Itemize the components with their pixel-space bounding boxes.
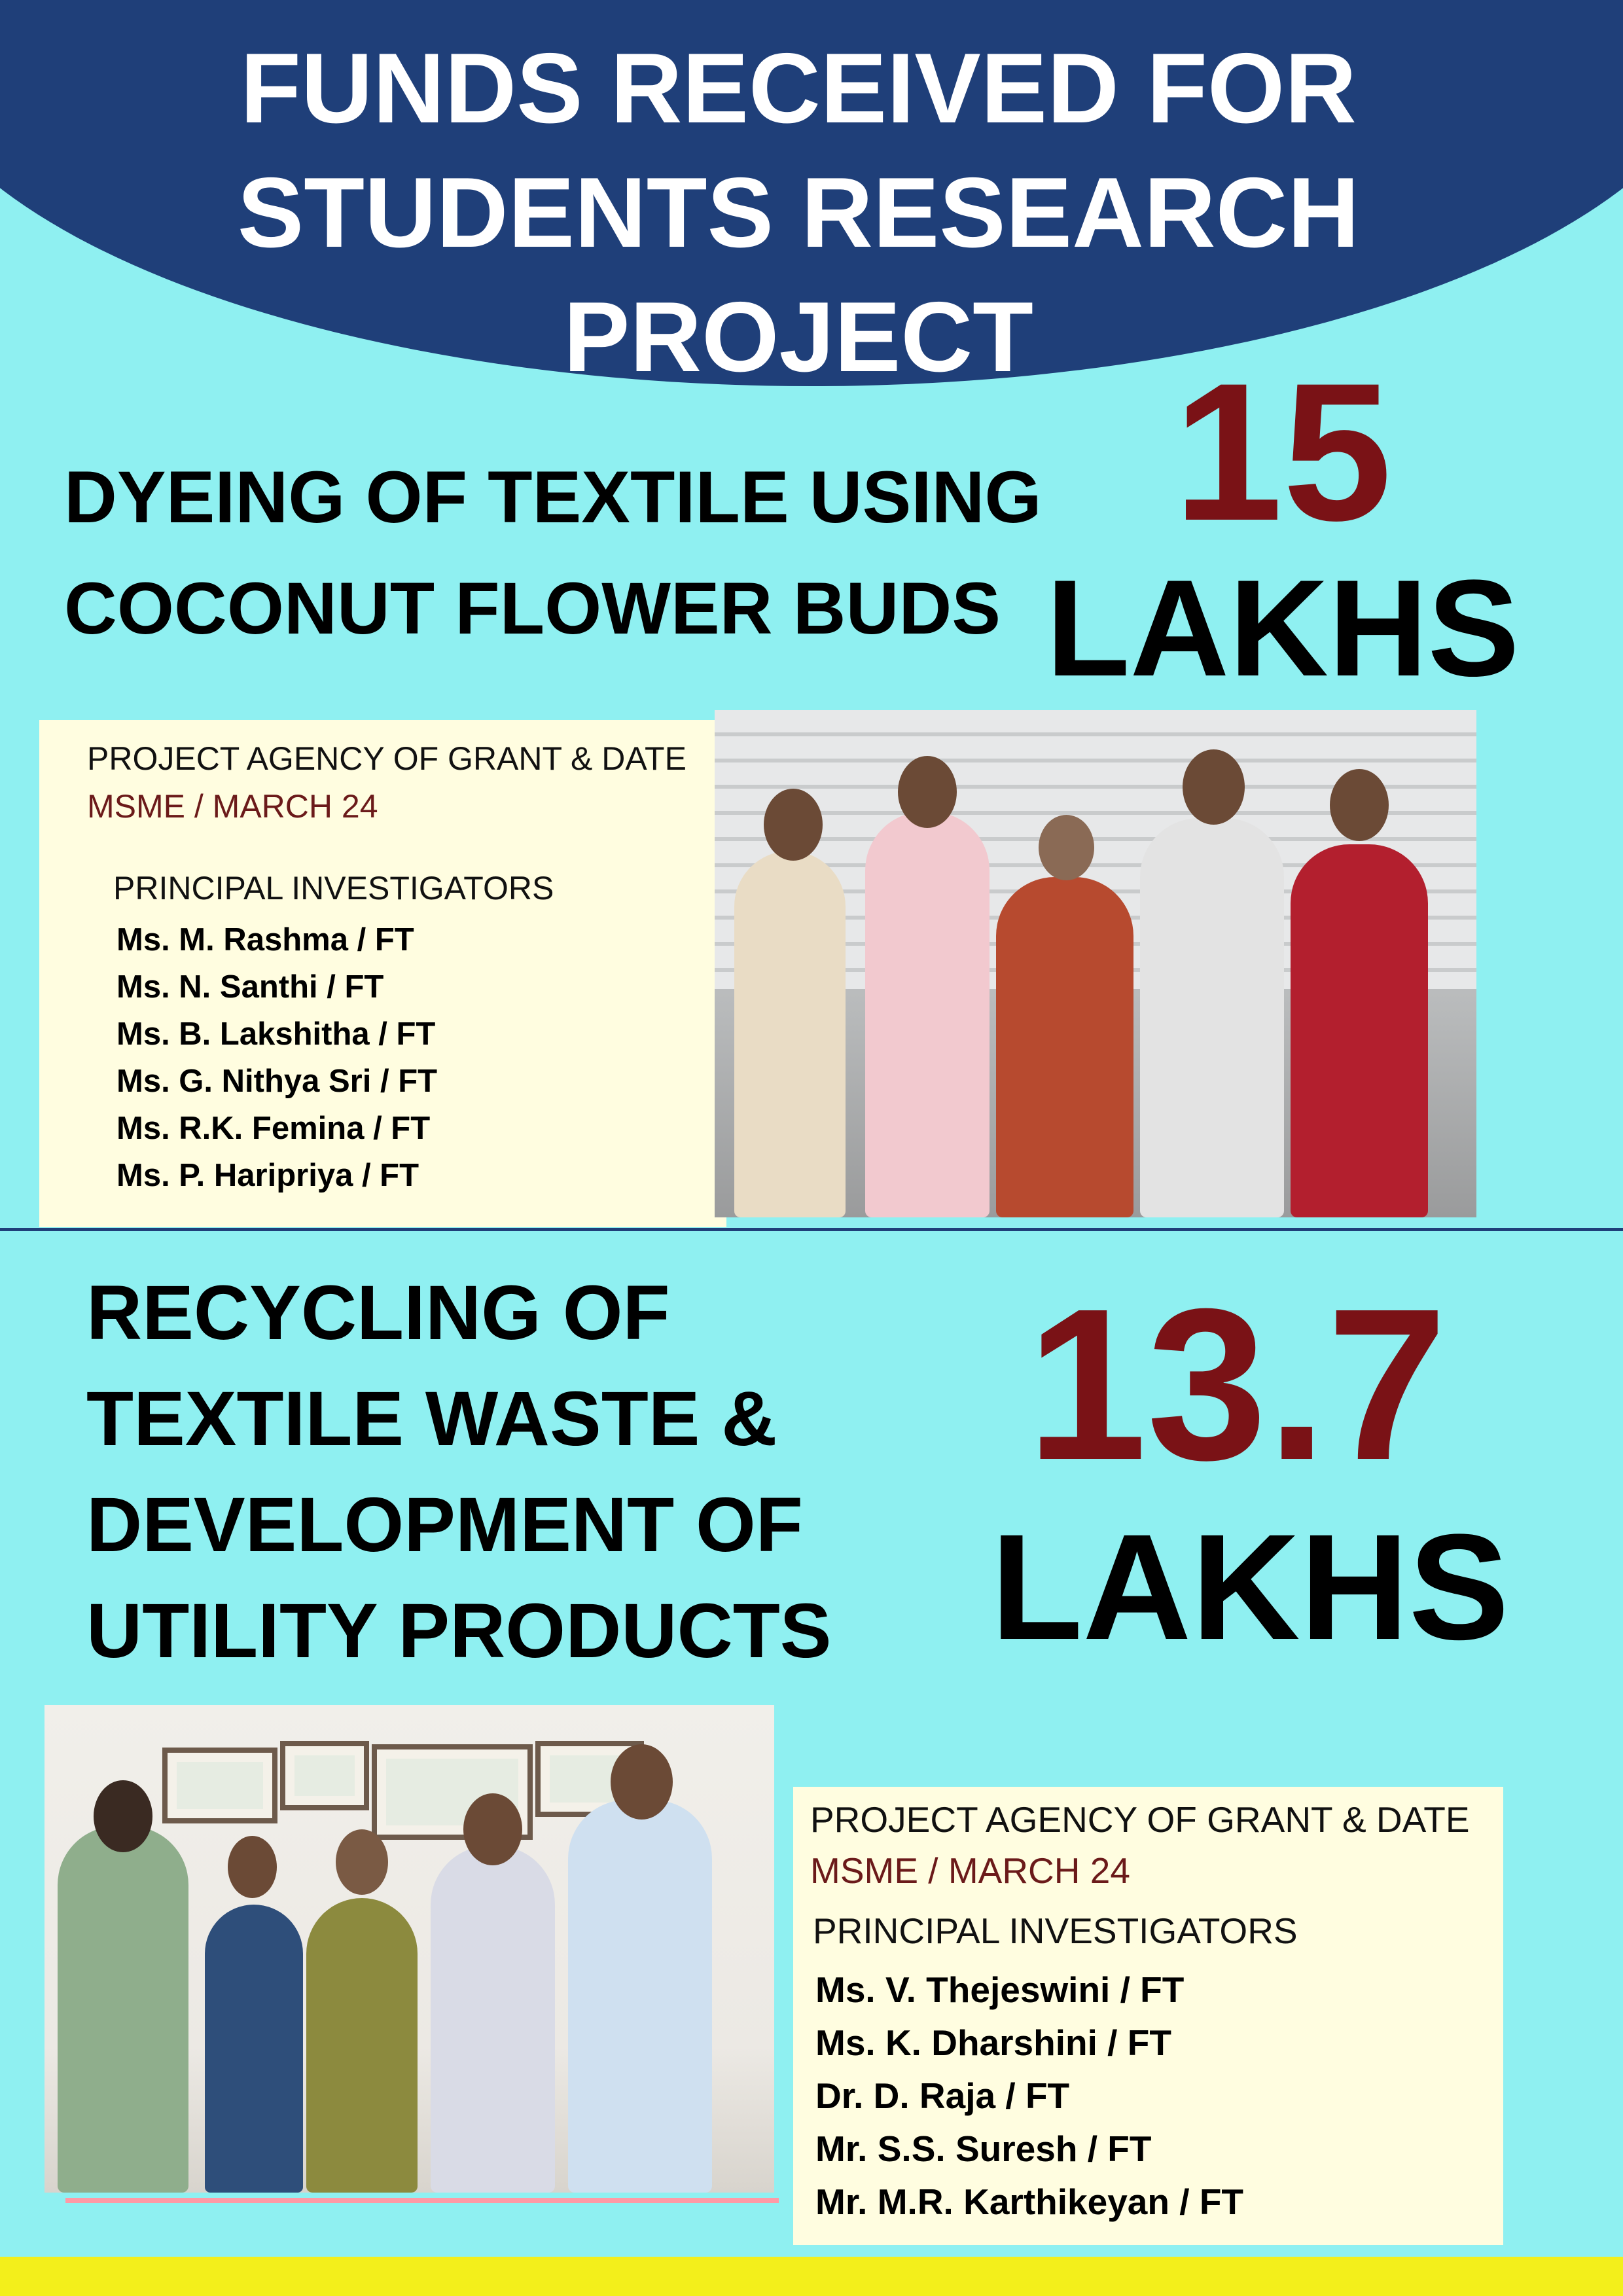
photo-person [58,1826,188,2193]
photo-person-head [898,756,957,828]
photo-person [865,812,990,1217]
project-2-investigator-list [815,1964,1243,2229]
photo-person-head [764,789,823,861]
project-2-team-photo [45,1705,774,2193]
photo-person-head [611,1744,673,1820]
investigator-item: Ms. M. Rashma / FT [116,922,414,958]
project-1-pi-heading: PRINCIPAL INVESTIGATORS [113,870,554,906]
photo-person-head [1039,815,1094,880]
investigator-item: Ms. K. Dharshini / FT [815,2022,1171,2063]
project-2-title-line-4: UTILITY PRODUCTS [86,1588,832,1674]
project-1-agency-heading: PROJECT AGENCY OF GRANT & DATE [87,740,687,777]
page-title-line-3: PROJECT [563,281,1033,393]
photo-shadow [65,2198,779,2203]
photo-person [205,1905,303,2193]
project-1-title-line-2: COCONUT FLOWER BUDS [64,567,1001,649]
project-2-title [86,1260,832,1684]
project-2-agency-heading: PROJECT AGENCY OF GRANT & DATE [810,1799,1470,1840]
investigator-item: Ms. V. Thejeswini / FT [815,1969,1185,2010]
investigator-item: Ms. G. Nithya Sri / FT [116,1064,438,1099]
photo-person-head [336,1829,388,1895]
bottom-bar [0,2257,1623,2296]
photo-person-head [1330,769,1389,841]
project-2-title-line-1: RECYCLING OF [86,1270,670,1356]
section-divider [0,1228,1623,1231]
project-2-info-box [793,1787,1503,2245]
investigator-item: Mr. M.R. Karthikeyan / FT [815,2181,1244,2222]
project-2-amount-unit: LAKHS [990,1503,1510,1671]
project-2-title-line-2: TEXTILE WASTE & [86,1376,777,1462]
project-1-title-line-1: DYEING OF TEXTILE USING [64,456,1042,538]
project-1-investigator-list [116,916,437,1199]
investigator-item: Ms. R.K. Femina / FT [116,1111,431,1146]
investigator-item: Ms. B. Lakshitha / FT [116,1016,436,1052]
photo-person-head [228,1836,277,1898]
investigator-item: Ms. P. Haripriya / FT [116,1158,419,1193]
photo-person-head [463,1793,522,1865]
investigator-item: Dr. D. Raja / FT [815,2075,1070,2116]
photo-person-head [94,1780,152,1852]
photo-person [1140,818,1284,1217]
project-1-team-photo [715,710,1476,1217]
photo-person [734,851,846,1217]
project-1-agency-value: MSME / MARCH 24 [87,788,378,825]
project-1-amount-unit: LAKHS [1046,551,1520,705]
project-2-pi-heading: PRINCIPAL INVESTIGATORS [813,1910,1298,1951]
photo-person-head [1183,749,1245,825]
project-2-agency-value: MSME / MARCH 24 [810,1850,1130,1891]
page-title-line-2: STUDENTS RESEARCH [237,157,1360,268]
page-title-line-1: FUNDS RECEIVED FOR [240,33,1357,144]
photo-person [568,1800,712,2193]
project-1-title [64,442,1041,664]
photo-wall-certificate [280,1741,369,1810]
investigator-item: Ms. N. Santhi / FT [116,969,384,1005]
photo-person [431,1846,555,2193]
project-1-info-box [39,720,726,1227]
photo-wall-certificate [162,1748,277,1823]
project-2-amount: 13.7 [1026,1263,1448,1505]
photo-person [1291,844,1428,1217]
project-1-amount: 15 [1173,342,1392,562]
photo-person [996,877,1133,1217]
project-2-title-line-3: DEVELOPMENT OF [86,1482,803,1568]
photo-person [306,1898,418,2193]
investigator-item: Mr. S.S. Suresh / FT [815,2128,1152,2169]
